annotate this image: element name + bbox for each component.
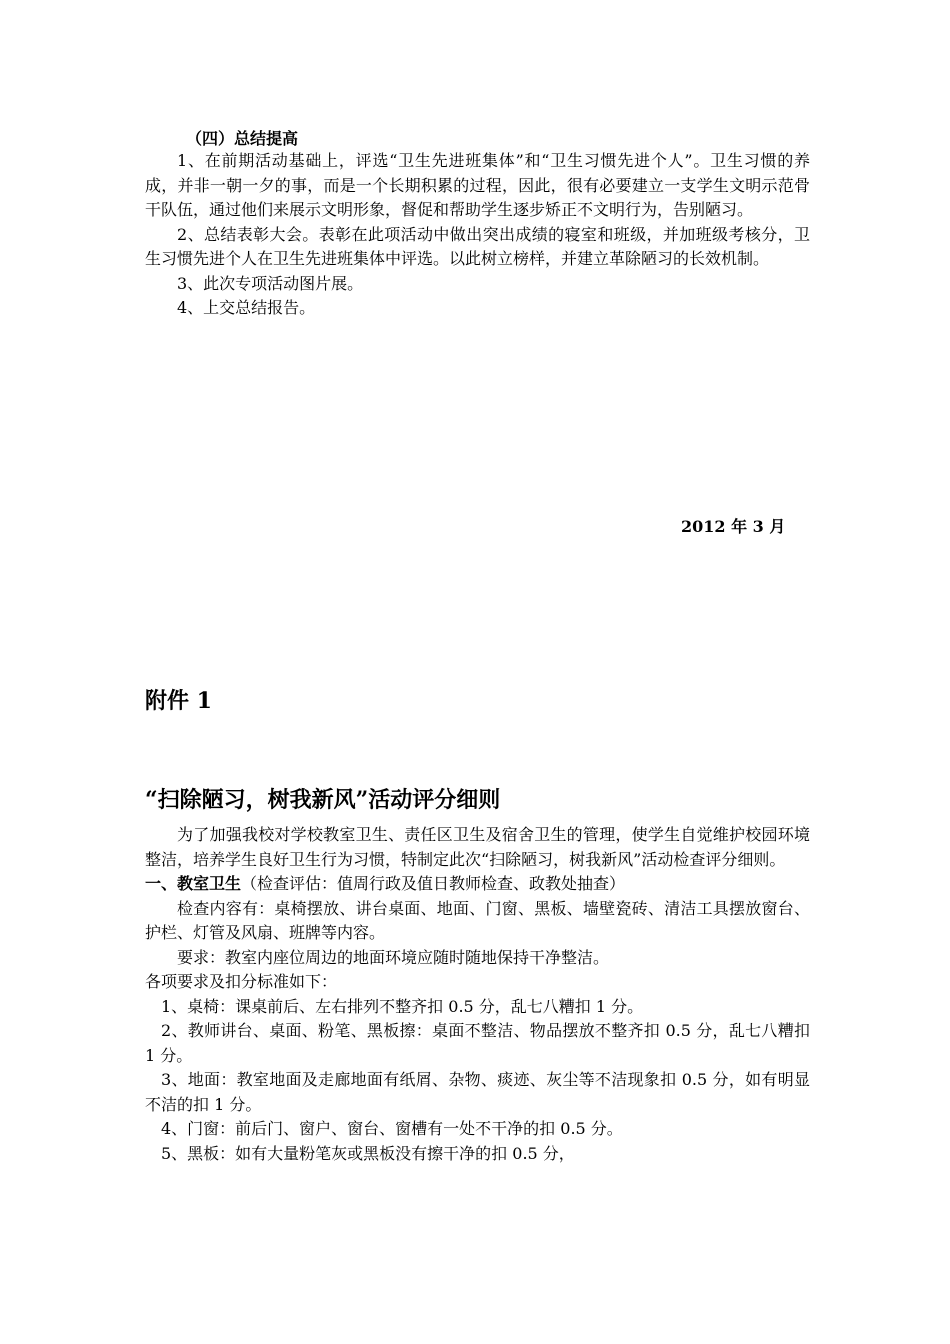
rule-item-5: 5、黑板：如有大量粉笔灰或黑板没有擦干净的扣 0.5 分， <box>161 1143 575 1163</box>
rules-intro: 为了加强我校对学校教室卫生、责任区卫生及宿舍卫生的管理，使学生自觉维护校园环境整洁，培养学生良好卫生行为习惯，特制定此次“扫除陋习，树我新风”活动检查评分细则。 <box>145 825 810 869</box>
paragraph-3: 3、此次专项活动图片展。 <box>177 273 364 293</box>
rules-title: “扫除陋习，树我新风”活动评分细则 <box>145 787 501 813</box>
section-1-title: 一、教室卫生 <box>145 874 242 893</box>
rule-item-4: 4、门窗：前后门、窗户、窗台、窗槽有一处不干净的扣 0.5 分。 <box>161 1119 623 1138</box>
check-content: 检查内容有：桌椅摆放、讲台桌面、地面、门窗、黑板、墙壁瓷砖、清洁工具摆放窗台、护栏、灯管及风扇、班牌等内容。 <box>145 898 810 942</box>
date-line: 2012 年 3 月 <box>681 517 786 536</box>
annex-heading: 附件 1 <box>145 688 212 714</box>
paragraph-2: 2、总结表彰大会。表彰在此项活动中做出突出成绩的寝室和班级，并加班级考核分，卫生习惯先进个人在卫生先进班集体中评选。以此树立榜样，并建立革除陋习的长效机制。 <box>145 224 810 268</box>
rules-body <box>145 823 810 1166</box>
section-heading: （四）总结提高 <box>186 129 299 148</box>
paragraph-4: 4、上交总结报告。 <box>177 298 316 317</box>
section-1-note: （检查评估：值周行政及值日教师检查、政教处抽查） <box>241 874 626 893</box>
paragraph-1: 1、在前期活动基础上，评选“卫生先进班集体”和“卫生习惯先进个人”。卫生习惯的养成，并非一朝一夕的事，而是一个长期积累的过程，因此，很有必要建立一支学生文明示范骨干队伍，通过他们来展示文明形象，督促和帮助学生逐步矫正不文明行为，告别陋习。 <box>145 151 810 219</box>
section-1-heading <box>145 872 810 897</box>
requirement: 要求：教室内座位周边的地面环境应随时随地保持干净整洁。 <box>177 947 610 967</box>
rule-item-2: 2、教师讲台、桌面、粉笔、黑板擦：桌面不整洁、物品摆放不整齐扣 0.5 分，乱七八糟扣 1 分。 <box>145 1021 810 1065</box>
section-body <box>145 149 810 321</box>
rule-item-3: 3、地面：教室地面及走廊地面有纸屑、杂物、痰迹、灰尘等不洁现象扣 0.5 分，如有明显不洁的扣 1 分。 <box>145 1070 810 1114</box>
rule-item-1: 1、桌椅：课桌前后、左右排列不整齐扣 0.5 分，乱七八糟扣 1 分。 <box>161 996 644 1016</box>
standards-intro: 各项要求及扣分标准如下： <box>145 972 338 991</box>
